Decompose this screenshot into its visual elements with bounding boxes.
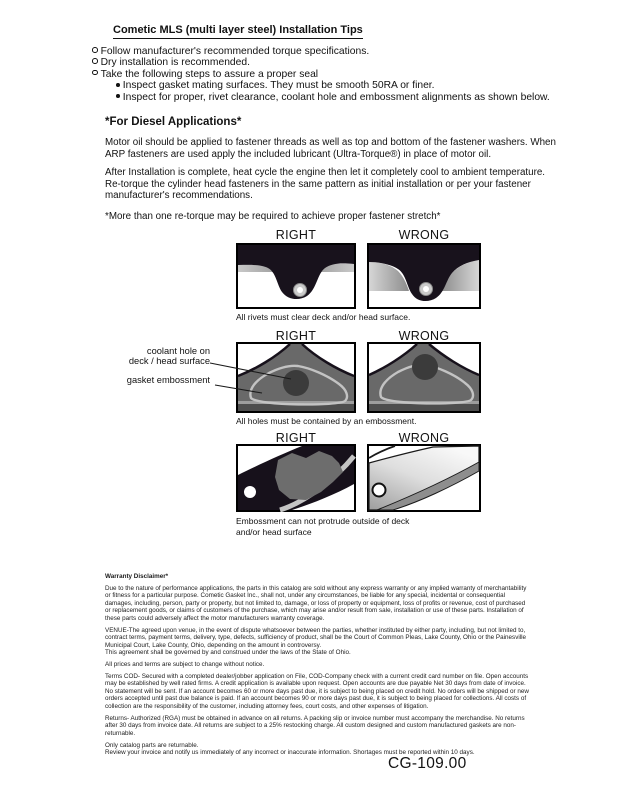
caption-line: and/or head surface — [236, 526, 312, 537]
open-bullet-icon — [92, 70, 98, 76]
diagram-row3-right-image — [236, 444, 356, 512]
tip-item — [92, 46, 550, 57]
warranty-paragraph: Due to the nature of performance applications, the parts in this catalog are sold without any express warranty or any implied warranty of merchantability or fitness for a particular purpose. Cometic Gasket Inc., shall not, under any circumstances, be liable for any special, incidental or consequential damages, including, person, party or property, but not limited to, damage, or loss of property or equipment, loss of profits or revenue, cost of purchased or replacement goods, or claims of customers of the purchase, which may arise and/or result from sale, installation or use of these parts. Installation of these parts could adversely affect the motor manufacturers warranty coverage. — [105, 584, 527, 622]
terms-paragraph: Terms COD- Secured with a completed dealer/jobber application on File, COD-Company check with a current credit card number on file. Open accounts may be established by well rated firms. A credit application is available upon request. Open accounts are due payable Net 30 days from date of invoice. No statement will be sent. If an account becomes 60 or more days past due, it is subject to being placed on credit hold. No orders will be shipped or new orders accepted until past due balance is paid. If an account becomes 90 or more days past due, it is subject to being placed for collections. All costs of collection are the responsibility of the customer, including attorney fees, court costs, and other expenses of litigation. — [105, 672, 529, 710]
coolant-hole — [283, 370, 309, 396]
prices-line: All prices and terms are subject to change without notice. — [105, 661, 265, 669]
page-code: CG-109.00 — [388, 755, 467, 772]
page-title: Cometic MLS (multi layer steel) Installation Tips — [113, 24, 363, 39]
row1-caption: All rivets must clear deck and/or head surface. — [236, 312, 411, 322]
dot-bullet-icon — [116, 94, 120, 98]
dot-bullet-icon — [116, 83, 120, 87]
diagram-row2-right-image — [236, 342, 356, 413]
row2-wrong-label: WRONG — [398, 329, 450, 343]
tip-text: Dry installation is recommended. — [100, 57, 250, 69]
diesel-heading: *For Diesel Applications* — [105, 116, 242, 128]
tip-text: Follow manufacturer's recommended torque specifications. — [100, 46, 370, 57]
row2-caption: All holes must be contained by an embossment. — [236, 416, 417, 426]
warranty-disclaimer — [105, 573, 529, 757]
sub-tip-item — [116, 80, 550, 91]
sub-tip-item — [116, 92, 550, 103]
callout-coolant-hole-label — [95, 346, 210, 367]
rivet-center — [423, 286, 429, 292]
open-bullet-icon — [92, 58, 98, 64]
row1-right-label: RIGHT — [275, 228, 317, 242]
diesel-paragraph-1: Motor oil should be applied to fastener threads as well as top and bottom of the fastener washers. When ARP fasteners are used apply the included lubricant (Ultra-Torque®) in place of motor oil. — [105, 137, 556, 160]
row3-right-label: RIGHT — [275, 431, 317, 445]
sub-tip-text: Inspect gasket mating surfaces. They must be smooth 50RA or finer. — [122, 80, 435, 92]
rivet-center — [297, 287, 303, 293]
governing-law-line: This agreement shall be governed by and construed under the laws of the State of Ohio. — [105, 649, 351, 657]
warranty-disclaimer-heading: Warranty Disclaimer* — [105, 573, 169, 580]
returns-paragraph: Returns- Authorized (RGA) must be obtained in advance on all returns. A packing slip or invoice number must accompany the merchandise. No returns after 30 days from invoice date. All returns are subject to a 25% restocking charge. All custom designed and custom manufactured gaskets are non-returnable. — [105, 714, 525, 737]
bolt-hole — [373, 484, 386, 497]
diagram-row2-wrong-image — [367, 342, 481, 413]
diagram-row1-right-image — [236, 243, 356, 309]
tip-text: Take the following steps to assure a proper seal — [100, 68, 319, 80]
diagram-row3-wrong-image — [367, 444, 481, 512]
bolt-hole — [244, 486, 256, 498]
retorque-note: *More than one re-torque may be required to achieve proper fastener stretch* — [105, 211, 441, 222]
row3-wrong-label: WRONG — [398, 431, 450, 445]
sub-tip-text: Inspect for proper, rivet clearance, coolant hole and embossment alignments as shown below. — [122, 91, 550, 103]
diesel-paragraph-2: After Installation is complete, heat cycle the engine then let it completely cool to ambient temperature. Re-torque the cylinder head fasteners in the same pattern as initial installation or per your fastener manufacturer's recommendations. — [105, 167, 546, 202]
callout-text: deck / head surface — [128, 356, 210, 367]
callout-text: coolant hole on — [146, 346, 210, 356]
row2-right-label: RIGHT — [275, 329, 317, 343]
open-bullet-icon — [92, 47, 98, 53]
callout-gasket-embossment-label: gasket embossment — [126, 375, 210, 385]
venue-paragraph: VENUE-The agreed upon venue, in the event of dispute whatsoever between the parties, whether instituted by either party, including, but not limited to, contract terms, payment terms, delivery, type, defects, sufficiency of product, shall be the Court of Common Pleas, Lake County, Ohio or the Painesville Municipal Court, Lake County, Ohio, depending on the amount in controversy. — [105, 626, 527, 649]
tip-item — [92, 69, 550, 80]
row1-wrong-label: WRONG — [398, 228, 450, 242]
coolant-hole — [412, 354, 438, 380]
tip-item — [92, 57, 550, 68]
catalog-parts-line: Only catalog parts are returnable. — [105, 741, 199, 749]
caption-line: Embossment can not protrude outside of deck — [236, 516, 410, 526]
diagram-row1-wrong-image — [367, 243, 481, 309]
row3-caption — [236, 516, 409, 537]
review-invoice-line: Review your invoice and notify us immediately of any incorrect or inaccurate information. Shortages must be reported within 10 days. — [105, 749, 475, 757]
tips-list — [92, 46, 550, 103]
